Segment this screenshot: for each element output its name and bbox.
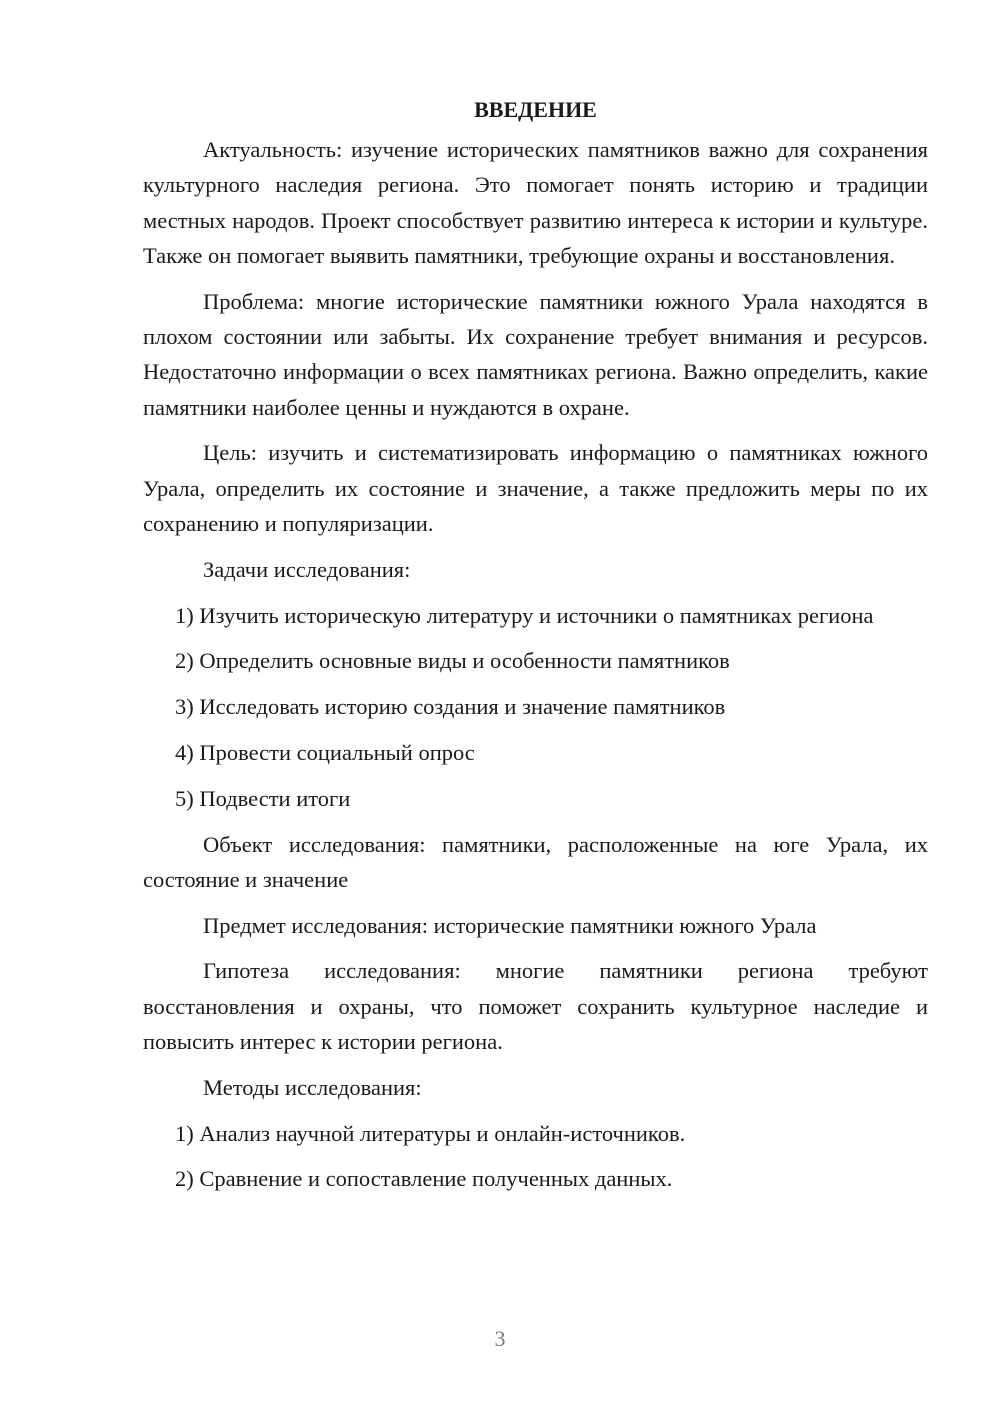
tasks-heading: Задачи исследования: [203, 556, 411, 582]
object-paragraph: Объект исследования: памятники, расположенные на юге Урала, их состояние и значение [143, 831, 928, 892]
task-item: 1) Изучить историческую литературу и источники о памятниках региона [175, 602, 874, 628]
page-title: ВВЕДЕНИЕ [474, 97, 597, 122]
task-item: 4) Провести социальный опрос [175, 739, 475, 765]
task-item: 3) Исследовать историю создания и значение памятников [175, 694, 726, 720]
goal-paragraph: Цель: изучить и систематизировать информацию о памятниках южного Урала, определить их состояние и значение, а также предложить меры по их сохранению и популяризации. [143, 440, 928, 536]
method-item: 1) Анализ научной литературы и онлайн-источников. [175, 1120, 686, 1146]
relevance-paragraph: Актуальность: изучение исторических памятников важно для сохранения культурного наследия региона. Это помогает понять историю и традиции местных народов. Проект способствует развитию интереса к истории и культуре. Также он помогает выявить памятники, требующие охраны и восстановления. [143, 137, 928, 268]
methods-heading: Методы исследования: [203, 1074, 422, 1100]
task-item: 5) Подвести итоги [175, 785, 351, 811]
page-number: 3 [494, 1326, 506, 1351]
page-content [143, 92, 928, 1207]
subject-paragraph: Предмет исследования: исторические памятники южного Урала [203, 912, 817, 938]
task-item: 2) Определить основные виды и особенности памятников [175, 648, 730, 674]
method-item: 2) Сравнение и сопоставление полученных данных. [175, 1166, 673, 1192]
hypothesis-paragraph: Гипотеза исследования: многие памятники региона требуют восстановления и охраны, что поможет сохранить культурное наследие и повысить интерес к истории региона. [143, 958, 928, 1055]
problem-paragraph: Проблема: многие исторические памятники южного Урала находятся в плохом состоянии или забыты. Их сохранение требует внимания и ресурсов. Недостаточно информации о всех памятниках региона. Важно определить, какие памятники наиболее ценны и нуждаются в охране. [143, 288, 928, 420]
